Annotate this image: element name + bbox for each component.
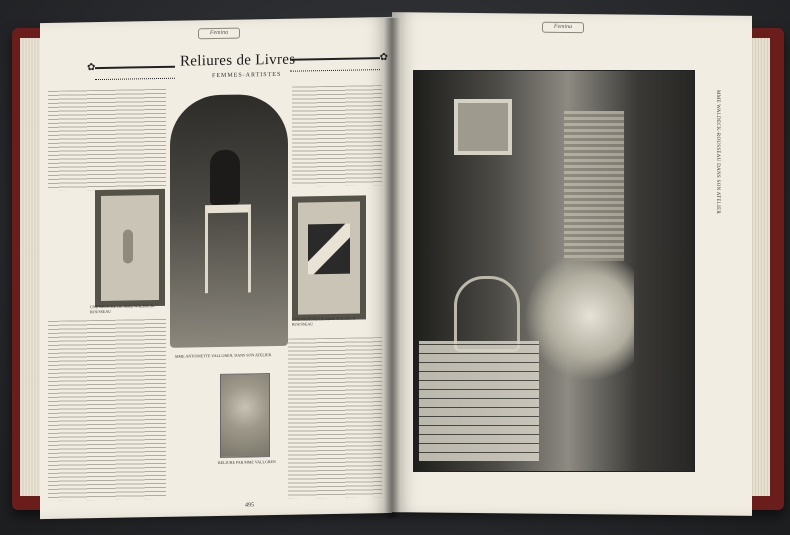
caption-binding-1: UNE RELIURE DE MME WALDECK-ROUSSEAU — [90, 303, 155, 315]
artist-photo — [170, 94, 288, 348]
caption-artist: MME ANTOINETTE VALLGREN, DANS SON ATELIER — [175, 352, 272, 359]
article-title: Reliures de Livres — [180, 51, 296, 70]
artist-figure — [210, 150, 240, 206]
text-column-1a — [48, 89, 166, 191]
photo-caption: MME WALDECK-ROUSSEAU DANS SON ATELIER — [715, 90, 720, 215]
caption-medallion: RELIURE PAR MME VALLGREN — [218, 458, 276, 465]
title-ornament-left — [95, 66, 175, 80]
wall-painting — [454, 99, 512, 155]
text-column-3a — [292, 85, 382, 187]
page-number: 495 — [245, 502, 254, 509]
bookbinding-image-2 — [292, 195, 366, 320]
left-page — [40, 17, 392, 519]
running-head-right: Femina — [542, 22, 584, 33]
text-column-1b — [48, 319, 166, 501]
seated-woman — [524, 251, 634, 381]
bookbinding-image-1 — [95, 189, 165, 307]
caption-binding-2: UNE RELIURE DE MME WALDECK-ROUSSEAU — [292, 315, 357, 327]
title-ornament-right — [290, 57, 380, 72]
running-head-left: Femina — [198, 28, 240, 40]
work-table — [205, 204, 251, 293]
full-page-photo — [413, 70, 695, 472]
text-column-3b — [288, 337, 382, 499]
article-subtitle: FEMMES-ARTISTES — [212, 71, 282, 80]
hanging-rug — [564, 111, 624, 261]
book-gutter — [384, 18, 400, 518]
embossed-binding-image — [220, 373, 270, 458]
leaded-window — [419, 341, 539, 461]
